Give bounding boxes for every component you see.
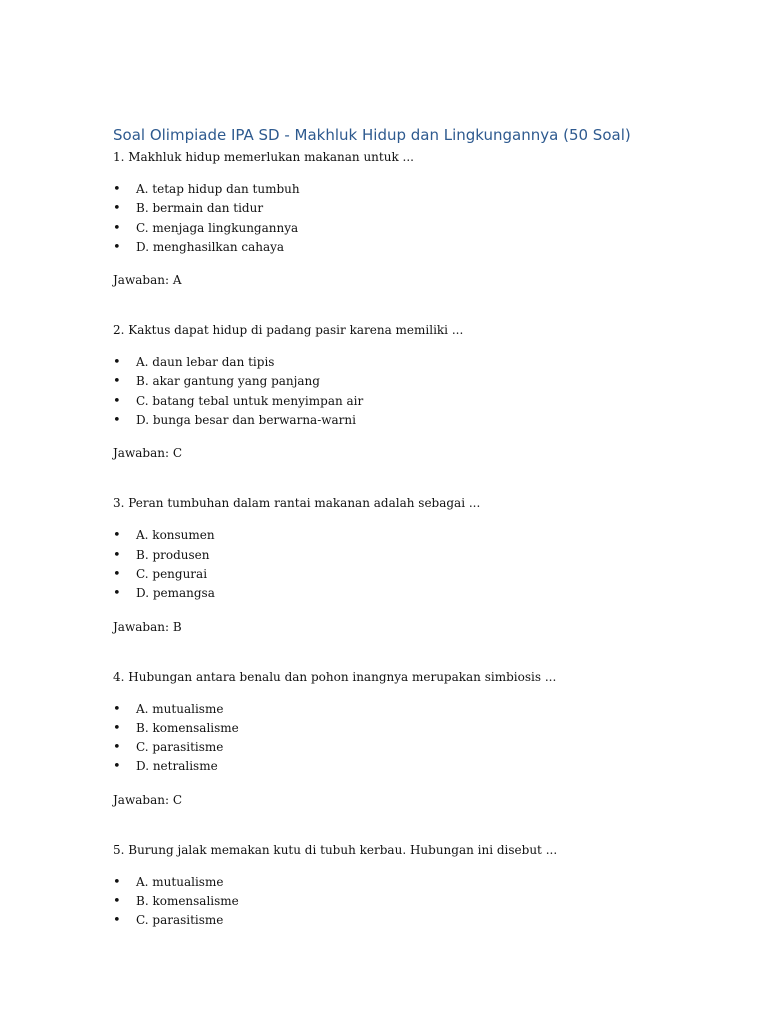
option-text: A. mutualisme [136, 701, 224, 716]
bullet-icon: • [113, 547, 121, 563]
option-text: C. menjaga lingkungannya [136, 220, 299, 235]
option-list [113, 180, 673, 257]
option-text: D. menghasilkan cahaya [136, 239, 285, 254]
option-text: D. pemangsa [136, 586, 215, 601]
option-item [113, 199, 673, 218]
bullet-icon: • [113, 740, 121, 756]
option-text: B. akar gantung yang panjang [136, 374, 320, 389]
option-item [113, 911, 673, 930]
bullet-icon: • [113, 239, 121, 255]
question-text: 1. Makhluk hidup memerlukan makanan untuk ... [113, 150, 414, 164]
bullet-icon: • [113, 355, 121, 371]
bullet-icon: • [113, 413, 121, 429]
option-list [113, 873, 673, 931]
answer-text: Jawaban: C [113, 446, 182, 461]
option-item [113, 700, 673, 719]
option-list [113, 700, 673, 777]
answer-text: Jawaban: A [113, 273, 182, 288]
question-text: 4. Hubungan antara benalu dan pohon inangnya merupakan simbiosis ... [113, 669, 557, 684]
option-text: A. konsumen [136, 528, 215, 543]
bullet-icon: • [113, 201, 121, 217]
option-text: C. parasitisme [136, 913, 224, 928]
option-item [113, 219, 673, 238]
option-item [113, 411, 673, 430]
question-block [113, 149, 673, 288]
option-text: D. bunga besar dan berwarna-warni [136, 413, 356, 428]
option-text: B. komensalisme [136, 894, 239, 909]
question-block [113, 669, 673, 808]
option-text: A. tetap hidup dan tumbuh [136, 182, 300, 196]
option-item [113, 719, 673, 738]
option-text: B. bermain dan tidur [136, 201, 264, 216]
bullet-icon: • [113, 894, 121, 910]
bullet-icon: • [113, 701, 121, 717]
document-title: Soal Olimpiade IPA SD - Makhluk Hidup dan Lingkungannya (50 Soal) [113, 126, 631, 144]
bullet-icon: • [113, 566, 121, 582]
option-text: B. produsen [136, 547, 210, 562]
document-content [113, 124, 673, 931]
option-item [113, 584, 673, 603]
option-text: A. mutualisme [136, 874, 224, 889]
bullet-icon: • [113, 586, 121, 602]
bullet-icon: • [113, 874, 121, 890]
option-text: B. komensalisme [136, 720, 239, 735]
option-item [113, 526, 673, 545]
option-text: C. parasitisme [136, 740, 224, 755]
answer-text: Jawaban: B [113, 619, 182, 634]
option-item [113, 392, 673, 411]
bullet-icon: • [113, 182, 121, 197]
option-text: C. pengurai [136, 566, 208, 581]
option-item [113, 180, 673, 199]
option-item [113, 238, 673, 257]
option-item [113, 565, 673, 584]
option-item [113, 372, 673, 391]
bullet-icon: • [113, 720, 121, 736]
bullet-icon: • [113, 759, 121, 775]
question-block [113, 495, 673, 634]
bullet-icon: • [113, 220, 121, 236]
option-item [113, 757, 673, 776]
bullet-icon: • [113, 913, 121, 929]
question-text: 5. Burung jalak memakan kutu di tubuh kerbau. Hubungan ini disebut ... [113, 842, 558, 857]
option-item [113, 873, 673, 892]
bullet-icon: • [113, 528, 121, 544]
option-item [113, 738, 673, 757]
bullet-icon: • [113, 374, 121, 390]
option-list [113, 353, 673, 430]
option-item [113, 892, 673, 911]
option-text: A. daun lebar dan tipis [136, 355, 275, 370]
answer-text: Jawaban: C [113, 792, 182, 807]
option-list [113, 526, 673, 603]
question-block [113, 322, 673, 461]
option-text: D. netralisme [136, 759, 218, 774]
question-text: 2. Kaktus dapat hidup di padang pasir karena memiliki ... [113, 323, 464, 338]
option-item [113, 353, 673, 372]
option-item [113, 546, 673, 565]
question-text: 3. Peran tumbuhan dalam rantai makanan adalah sebagai ... [113, 496, 481, 511]
bullet-icon: • [113, 393, 121, 409]
question-block [113, 842, 673, 931]
option-text: C. batang tebal untuk menyimpan air [136, 393, 364, 408]
